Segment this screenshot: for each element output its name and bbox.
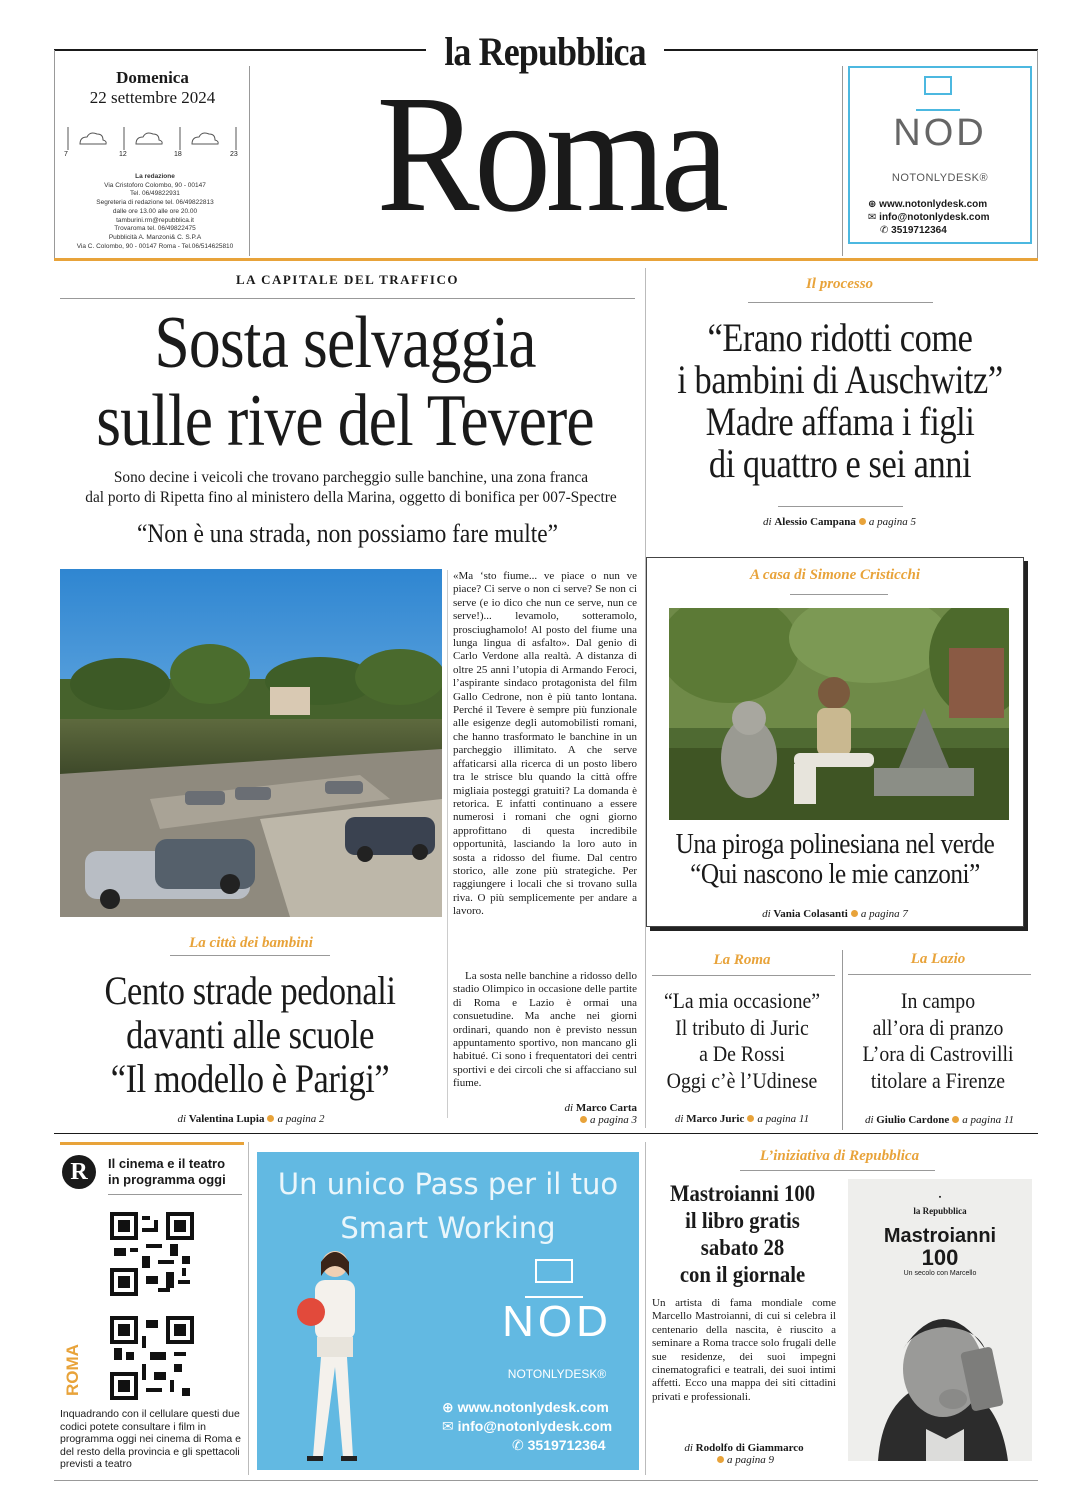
lead-author: Marco Carta [575,1102,637,1114]
web-icon: ⊕ [442,1399,454,1415]
top-ad-contacts [868,198,989,237]
laroma-byline: di Marco Juric a pagina 11 [674,1113,810,1125]
top-ad-mail[interactable]: info@notonlydesk.com [879,212,990,223]
cinema-title-2: in programma oggi [108,1172,226,1187]
phone-icon: ✆ [512,1437,524,1453]
laptop-icon [908,74,968,114]
processo-page-ref[interactable]: a pagina 5 [868,516,916,528]
processo-kicker: Il processo [805,276,874,292]
laroma-kicker: La Roma [713,952,771,968]
phone-icon: ✆ [880,225,889,236]
processo-headline-2[interactable]: i bambini di Auschwitz” [677,357,1003,402]
masthead-rule-left [54,49,426,51]
lalazio-headline[interactable] [857,988,1019,1094]
bambini-headline-3[interactable]: “Il modello è Parigi” [110,1056,390,1101]
lead-headline-2[interactable]: sulle rive del Tevere [96,380,594,462]
bottom-ad-mail[interactable]: info@notonlydesk.com [457,1418,613,1434]
redazione-line: dalle ore 13.00 alle ore 20.00 [112,207,198,215]
cristicchi-headline-2[interactable]: “Qui nascono le mie canzoni” [690,859,980,890]
orange-band [54,258,1038,261]
top-ad-phone[interactable]: 3519712364 [891,225,947,236]
byline-rule [778,506,903,507]
mastroianni-book-cover[interactable] [848,1179,1032,1461]
page-bottom-rule [54,1480,1038,1481]
brand-logo[interactable]: la Repubblica [444,29,646,74]
temp-2: 12 [119,151,127,158]
redazione-info [60,173,250,251]
processo-byline: di Alessio Campana a pagina 5 [763,516,916,528]
bambini-page-ref[interactable]: a pagina 2 [277,1113,325,1125]
mastroianni-author: Rodolfo di Giammarco [695,1442,804,1454]
issue-day: Domenica [116,68,189,87]
cinema-band [60,1142,244,1145]
mail-icon: ✉ [868,212,877,223]
lalazio-line: L’ora di Castrovilli [862,1041,1014,1066]
bambini-byline: di Valentina Lupia a pagina 2 [177,1113,325,1125]
bottom-ad-phone[interactable]: 3519712364 [527,1437,606,1453]
redazione-line: Via Cristoforo Colombo, 90 - 00147 [104,181,206,189]
bottom-ad-web[interactable]: www.notonlydesk.com [457,1399,609,1415]
lalazio-page-ref[interactable]: a pagina 11 [962,1114,1015,1126]
lead-body: «Ma ‘sto fiume... ve piace o nun ve piace? Ci serve o non ci serve? Se non ci serve (e io dico che nun ce serve, nun ce serve!)... levamolo, sotteramolo, prosciughamolo! Al posto del fiume una lunga lingua di asfalto». Dal genio di Carlo Verdone alla realtà. A distanza di oltre 25 anni l’utopia di Armando Feroci, l’aspirante sindaco protagonista del film Gallo Cedrone, non è più tanto lontana. Perché il Tevere è sempre più funzionale alle esigenze degli automobilisti romani, che hanno trasformato le banchine in un parcheggio illimitato. A che serve affaticarsi alla ricerca di un posto libero tra le strisce blu quando la città offre migliaia posteggi gratuiti? La domanda è retorica. E infatti continuano a essere numerosi i romani che ogni giorno approfittano di questa incredibile opportunità, lasciando la loro auto in sosta a ridosso del fiume. Dal centro storico, alle zone più strategiche. Per raggiungere i locali che si trovano sulla riva. O più semplicemente per andare a lavoro. [453,570,637,918]
mastroianni-line: Mastroianni 100 [669,1181,816,1206]
kicker-rule [748,302,933,303]
top-ad[interactable] [848,66,1032,244]
lalazio-author: Giulio Cardone [876,1114,950,1126]
column-rule [447,570,448,1118]
lead-subtitle [68,468,634,508]
bottom-ad-line-2: Smart Working [340,1211,556,1245]
lalazio-byline: di Giulio Cardone a pagina 11 [864,1114,1015,1126]
redazione-line: Trovaroma tel. 06/49822475 [114,225,196,233]
mastroianni-line: sabato 28 [700,1235,785,1260]
cristicchi-kicker: A casa di Simone Cristicchi [749,567,921,583]
cinema-title [108,1156,226,1188]
nod-name: NOTONLYDESK® [891,172,989,184]
processo-headline-4[interactable]: di quattro e sei anni [708,441,972,486]
lalazio-line: all’ora di pranzo [872,1014,1004,1040]
column-rule [645,1142,646,1475]
bottom-ad-nod-logo: NOD [502,1297,612,1346]
lead-quote: “Non è una strada, non possiamo fare multe” [136,519,559,548]
redazione-line: Segreteria di redazione tel. 06/49822813 [96,199,214,207]
repubblica-r-icon: R [62,1155,96,1189]
mastroianni-portrait [848,1279,1032,1461]
kicker-rule [170,955,330,956]
mastroianni-byline: di Rodolfo di Giammarco a pagina 9 [684,1442,804,1466]
mastroianni-line: il libro gratis [685,1208,800,1233]
cinema-title-1: Il cinema e il teatro [108,1156,226,1171]
mastroianni-line: con il giornale [679,1262,806,1287]
lalazio-kicker: La Lazio [910,951,966,967]
redazione-line: tamburini.rm@repubblica.it [116,216,194,224]
processo-author: Alessio Campana [774,516,856,528]
lead-rule [60,298,635,299]
lead-subtitle-2: dal porto di Ripetta fino al ministero della Marina, oggetto di bonifica per 007-Spectre [85,489,617,506]
masthead-divider [249,66,250,256]
cristicchi-page-ref[interactable]: a pagina 7 [860,908,908,920]
kicker-rule [740,1170,935,1171]
lead-page-ref[interactable]: a pagina 3 [589,1114,637,1126]
qr-code-cinema[interactable] [110,1212,194,1296]
issue-date: 22 settembre 2024 [89,88,216,107]
mastroianni-headline[interactable] [659,1180,826,1288]
woman-illustration [277,1242,387,1470]
masthead-rule-right [664,49,1038,51]
laroma-page-ref[interactable]: a pagina 11 [757,1113,810,1125]
cover-logo-icon: ▪ [938,1193,942,1201]
laroma-line: “La mia occasione” [663,988,821,1013]
redazione-title: La redazione [135,173,175,180]
laroma-line: Oggi c’è l’Udinese [666,1067,818,1093]
lead-body-2: La sosta nelle banchine a ridosso dello stadio Olimpico in occasione delle partite di Roma e Lazio è ormai una consuetudine. Ma anche nei giorni ordinari, quando non è previsto nessun appuntamento sportivo, non mancano gli habitué. Ci sono i frequentatori dei centri sportivi e dei circoli che si affacciano sul fiume. [453,970,637,1090]
bottom-ad-nod-name: NOTONLYDESK® [507,1367,607,1381]
cristicchi-author: Vania Colasanti [773,908,848,920]
laptop-icon [519,1257,589,1302]
redazione-line: Via C. Colombo, 90 - 00147 Roma - Tel.06/514625810 [76,242,234,250]
cinema-rule [108,1194,242,1195]
edition-title: Roma [376,61,724,247]
bottom-rule [54,1133,1038,1134]
temp-1: 7 [64,151,68,158]
laroma-author: Marco Juric [686,1113,745,1125]
redazione-line: Tel. 06/49822931 [130,190,180,198]
qr-code-teatro[interactable] [110,1316,194,1400]
cristicchi-headline-1[interactable]: Una piroga polinesiana nel verde [675,829,995,860]
bottom-ad-headline [257,1162,639,1250]
nod-logo: NOD [893,112,987,154]
temp-4: 23 [230,151,238,158]
bambini-kicker: La città dei bambini [189,935,313,951]
cover-title: Mastroianni [883,1225,997,1247]
kicker-rule [848,974,1031,975]
mastroianni-page-ref[interactable]: a pagina 9 [726,1454,775,1466]
top-ad-web[interactable]: www.notonlydesk.com [879,199,988,210]
cover-subtitle: Un secolo con Marcello [903,1270,977,1277]
cristicchi-photo [669,608,1009,820]
processo-headline-1[interactable]: “Erano ridotti come [707,315,973,360]
bambini-author: Valentina Lupia [188,1113,265,1125]
laroma-line: Il tributo di Juric [675,1014,809,1040]
column-rule [248,1142,249,1475]
cinema-text: Inquadrando con il cellulare questi due codici potete consultare i film in programma oggi nei cinema di Roma e del resto della provincia e gli spettacoli previsti a teatro [60,1408,241,1470]
cinema-side-label: ROMA [63,1344,83,1396]
frame-left [54,50,55,260]
lalazio-line: In campo [900,988,976,1013]
mail-icon: ✉ [442,1418,454,1434]
redazione-line: Pubblicità A. Manzoni& C. S.P.A [108,233,202,241]
temp-3: 18 [174,151,182,158]
bambini-headline-2[interactable]: davanti alle scuole [126,1012,374,1057]
bottom-ad[interactable] [257,1152,639,1470]
cover-brand: la Repubblica [913,1206,967,1216]
kicker-rule [790,594,888,595]
laroma-line: a De Rossi [699,1041,785,1066]
lalazio-line: titolare a Firenze [870,1067,1006,1093]
frame-right [1037,50,1038,260]
processo-headline-3[interactable]: Madre affama i figli [705,399,975,444]
lead-kicker: LA CAPITALE DEL TRAFFICO [236,272,459,287]
lead-subtitle-1: Sono decine i veicoli che trovano parcheggio sulle banchine, una zona franca [113,469,589,486]
mastroianni-body: Un artista di fama mondiale come Marcello Mastroianni, di cui si celebra il centenario della nascita, è riuscito a seminare a Roma tracce solo frugali delle sue residenze, dei suoi impegni cinematografici e teatrali, dei suoi intimi affetti. Ecco una mappa dei siti cittadini privati e professionali. [652,1297,836,1403]
bottom-ad-line-1: Un unico Pass per il tuo [277,1167,619,1201]
lead-byline: di Marco Carta a pagina 3 [564,1102,637,1126]
kicker-rule [652,975,835,976]
column-rule [842,950,843,1130]
masthead-divider [842,66,843,256]
lead-headline-1[interactable]: Sosta selvaggia [154,302,536,384]
weather-strip [64,124,244,160]
cristicchi-byline: di Vania Colasanti a pagina 7 [762,908,908,920]
mastroianni-kicker: L’iniziativa di Repubblica [759,1148,920,1164]
bottom-ad-contacts [442,1398,612,1455]
tevere-photo [60,569,442,917]
cinema-side-label-wrap [48,1340,98,1400]
laroma-headline[interactable] [661,988,823,1094]
web-icon: ⊕ [868,199,877,210]
bambini-headline-1[interactable]: Cento strade pedonali [104,968,396,1013]
cover-number: 100 [921,1245,959,1270]
